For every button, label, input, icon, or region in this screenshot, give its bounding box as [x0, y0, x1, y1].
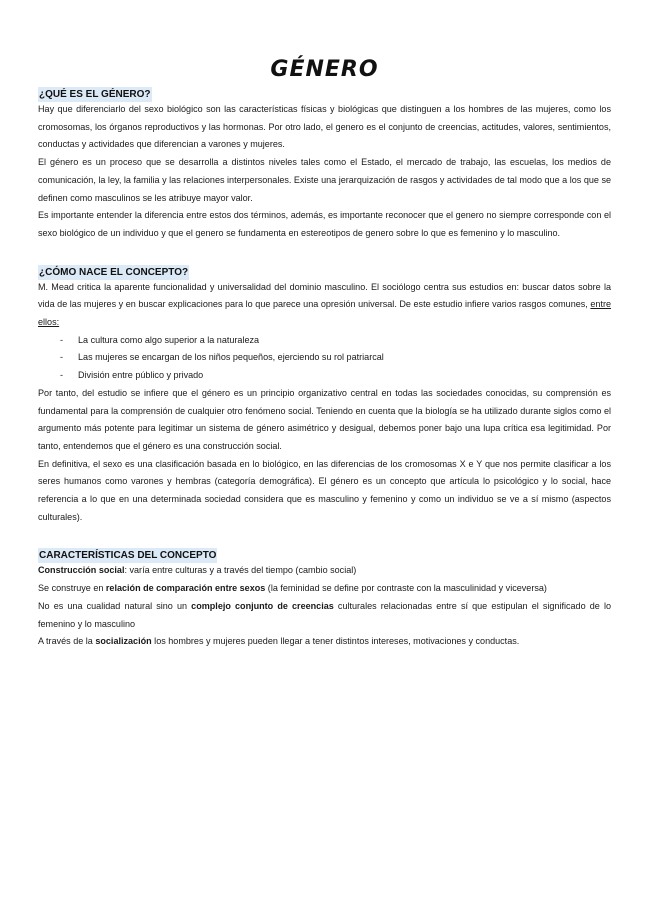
list-item: [60, 349, 611, 367]
bold-term: socialización: [95, 636, 152, 647]
list-item: [60, 367, 611, 385]
item-text: A través de la: [38, 636, 96, 647]
document-title: GÉNERO: [270, 57, 379, 82]
item-text: (la feminidad se define por contraste con la masculinidad y viceversa): [265, 583, 547, 594]
list-item-text: Las mujeres se encargan de los niños pequeños, ejerciendo su rol patriarcal: [78, 352, 384, 363]
intro-underlined-text: entre ellos:: [38, 299, 611, 328]
characteristic-item: [38, 633, 611, 651]
paragraph: El género es un proceso que se desarrolla a distintos niveles tales como el Estado, el mercado de trabajo, las escuelas, los medios de comunicación, la ley, la familia y las relaciones interpersonales. Existe una jerarquización de rasgos y actividades de tal modo que a los que se definen como masculinos se les atribuye mayor valor.: [38, 157, 611, 203]
paragraph: Por tanto, del estudio se infiere que el género es un principio organizativo central en todas las sociedades conocidas, su comprensión es fundamental para la comprensión de cualquier otro fenómeno social. Teniendo en cuenta que la biología se ha utilizado durante siglos como el argumento más potente para legitimar un sistema de género asimétrico y desigual, debemos poner bajo una lupa crítica esa legitimidad. Por tanto, entendemos que el género es una construcción social.: [38, 387, 611, 451]
paragraph: En definitiva, el sexo es una clasificación basada en lo biológico, en las diferencias de los cromosomas X e Y que nos permite clasificar a los seres humanos como varones y hembras (categoría demográfica). El género es un concepto que artícula lo psicológico y lo social, hace referencia a lo que en una determinada sociedad considera que es masculino y femenino y como un individuo se ve a sí mismo (aspectos culturales).: [38, 458, 611, 522]
item-text: Se construye en: [38, 583, 106, 594]
document-page: [0, 56, 655, 904]
characteristic-item: [38, 598, 611, 633]
list-item-text: La cultura como algo superior a la naturaleza: [78, 334, 260, 345]
bold-term: complejo conjunto de creencias: [191, 600, 334, 611]
bullet-list: [38, 332, 611, 385]
paragraph: Hay que diferenciarlo del sexo biológico son las características físicas y biológicas que distinguen a los hombres de las mujeres, como los cromosomas, los órganos reproductivos y las hormonas. Por otro lado, el genero es el conjunto de creencias, actitudes, valores, sentimientos, conductas y actividades que diferencian a varones y mujeres.: [38, 104, 611, 150]
characteristic-item: [38, 580, 611, 598]
paragraph: [38, 279, 611, 332]
intro-text: M. Mead critica la aparente funcionalidad y universalidad del dominio masculino. El sociólogo centra sus estudios en: buscar datos sobre la vida de las mujeres y en buscar explicaciones para lo que parece una opresión universal. De este estudio infiere varios rasgos comunes,: [38, 281, 611, 310]
dash-bullet-icon: -: [60, 352, 64, 363]
section-heading-caracteristicas: CARACTERÍSTICAS DEL CONCEPTO: [39, 550, 217, 562]
list-item: [60, 332, 611, 350]
item-text: : varía entre culturas y a través del tiempo (cambio social): [124, 565, 357, 576]
list-item-text: División entre público y privado: [78, 370, 204, 381]
bold-term: Construcción social: [38, 565, 125, 576]
item-text: No es una cualidad natural sino un: [38, 600, 192, 611]
paragraph: Es importante entender la diferencia entre estos dos términos, además, es importante reconocer que el genero no siempre corresponde con el sexo biológico de un individuo y que el genero se fundamenta en estereotipos de genero sobre lo que es femenino y lo masculino.: [38, 210, 611, 238]
characteristic-item: [38, 562, 611, 580]
dash-bullet-icon: -: [60, 334, 64, 345]
item-text: los hombres y mujeres pueden llegar a tener distintos intereses, motivaciones y conductas.: [151, 636, 520, 647]
dash-bullet-icon: -: [60, 370, 64, 381]
item-text: culturales relacionadas entre sí que estipulan el significado de lo femenino y lo masculino: [38, 600, 611, 629]
section-heading-que-es: ¿QUÉ ES EL GÉNERO?: [39, 89, 151, 100]
section-heading-como-nace: ¿CÓMO NACE EL CONCEPTO?: [39, 266, 189, 278]
bold-term: relación de comparación entre sexos: [105, 583, 266, 594]
